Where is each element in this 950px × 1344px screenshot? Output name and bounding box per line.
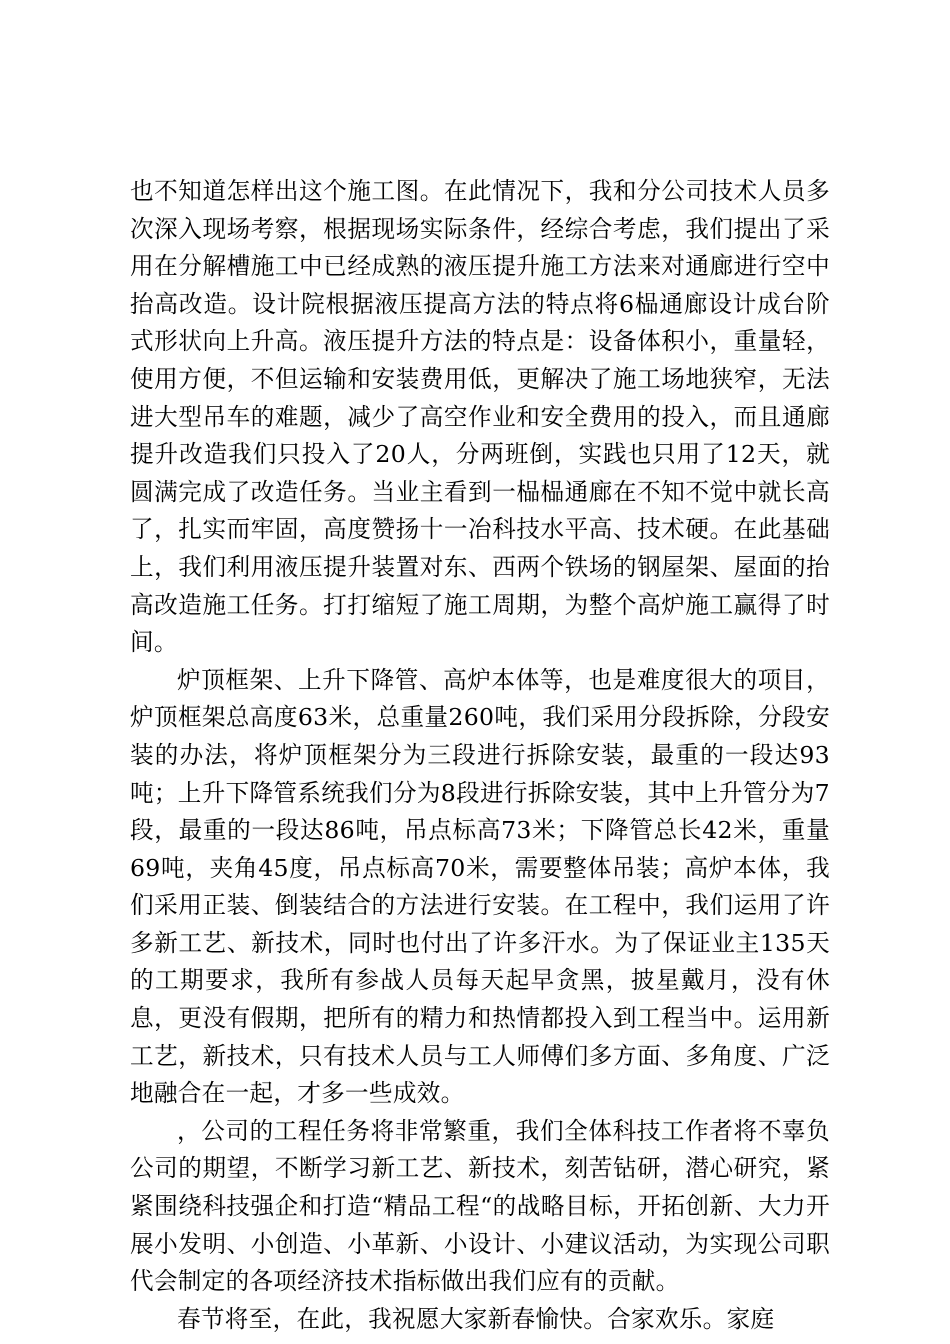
paragraph-1: 也不知道怎样出这个施工图。在此情况下，我和分公司技术人员多次深入现场考察，根据现场实际条件，经综合考虑，我们提出了采用在分解槽施工中已经成熟的液压提升施工方法来对通廊进行空中抬高改造。设计院根据液压提高方法的特点将6榀通廊设计成台阶式形状向上升高。液压提升方法的特点是：设备体积小，重量轻，使用方便，不但运输和安装费用低，更解决了施工场地狭窄，无法进大型吊车的难题，减少了高空作业和安全费用的投入，而且通廊提升改造我们只投入了20人，分两班倒，实践也只用了12天，就圆满完成了改造任务。当业主看到一榀榀通廊在不知不觉中就长高了，扎实而牢固，高度赞扬十一冶科技水平高、技术硬。在此基础上，我们利用液压提升装置对东、西两个铁场的钢屋架、屋面的抬高改造施工任务。打打缩短了施工周期，为整个高炉施工赢得了时间。: [130, 177, 830, 657]
paragraph-3: ，公司的工程任务将非常繁重，我们全体科技工作者将不辜负公司的期望，不断学习新工艺、新技术，刻苦钻研，潜心研究，紧紧围绕科技强企和打造“精品工程“的战略目标，开拓创新、大力开展小发明、小创造、小革新、小设计、小建议活动，为实现公司职代会制定的各项经济技术指标做出我们应有的贡献。: [130, 1116, 830, 1296]
document-body: [130, 173, 830, 1338]
paragraph-2: 炉顶框架、上升下降管、高炉本体等，也是难度很大的项目，炉顶框架总高度63米，总重量260吨，我们采用分段拆除，分段安装的办法，将炉顶框架分为三段进行拆除安装，最重的一段达93吨；上升下降管系统我们分为8段进行拆除安装，其中上升管分为7段，最重的一段达86吨，吊点标高73米；下降管总长42米，重量69吨，夹角45度，吊点标高70米，需要整体吊装；高炉本体，我们采用正装、倒装结合的方法进行安装。在工程中，我们运用了许多新工艺、新技术，同时也付出了许多汗水。为了保证业主135天的工期要求，我所有参战人员每天起早贪黑，披星戴月，没有休息，更没有假期，把所有的精力和热情都投入到工程当中。运用新工艺，新技术，只有技术人员与工人师傅们多方面、多角度、广泛地融合在一起，才多一些成效。: [130, 665, 830, 1108]
paragraph-4: 春节将至，在此，我祝愿大家新春愉快。合家欢乐。家庭: [177, 1304, 775, 1333]
